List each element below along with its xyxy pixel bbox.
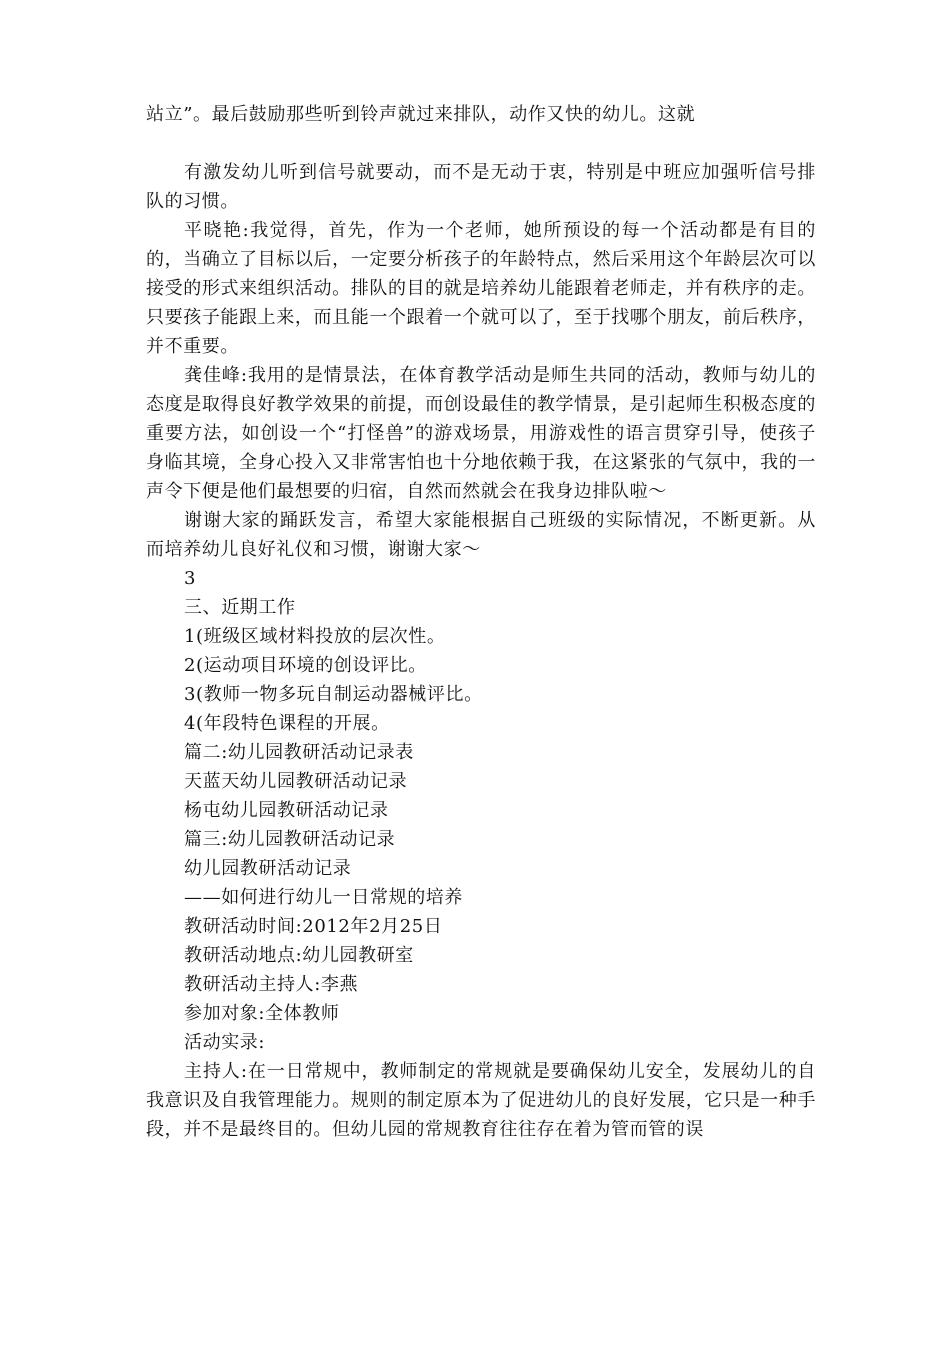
list-item: 三、近期工作: [184, 597, 296, 618]
list-item: 1(班级区域材料投放的层次性。: [184, 626, 446, 647]
list-item: ——如何进行幼儿一日常规的培养: [184, 887, 463, 908]
paragraph-signal-habit: 有激发幼儿听到信号就要动，而不是无动于衷，特别是中班应加强听信号排队的习惯。: [146, 162, 816, 212]
document-body: [146, 158, 816, 1144]
top-fragment-line: 站立”。最后鼓励那些听到铃声就过来排队，动作又快的幼儿。这就: [146, 104, 696, 125]
list-item: 3(教师一物多玩自制运动器械评比。: [184, 684, 483, 705]
paragraph-gong-jiafeng: 龚佳峰:我用的是情景法，在体育教学活动是师生共同的活动，教师与幼儿的态度是取得良好教学效果的前提，而创设最佳的教学情景，是引起师生积极态度的重要方法，如创设一个“打怪兽”的游戏场景，用游戏性的语言贯穿引导，使孩子身临其境，全身心投入又非常害怕也十分地依赖于我，在这紧张的气氛中，我的一声令下便是他们最想要的归宿，自然而然就会在我身边排队啦～: [146, 365, 816, 502]
list-item: 教研活动时间:2012年2月25日: [184, 916, 443, 937]
list-item: 篇三:幼儿园教研活动记录: [184, 829, 396, 850]
page-number: 3: [184, 568, 197, 589]
list-item: 教研活动地点:幼儿园教研室: [184, 945, 414, 966]
paragraph-ping-xiaoyan: 平晓艳:我觉得，首先，作为一个老师，她所预设的每一个活动都是有目的的，当确立了目标以后，一定要分析孩子的年龄特点，然后采用这个年龄层次可以接受的形式来组织活动。排队的目的就是培养幼儿能跟着老师走，并有秩序的走。只要孩子能跟上来，而且能一个跟着一个就可以了，至于找哪个朋友，前后秩序，并不重要。: [146, 220, 816, 357]
list-item: 活动实录:: [184, 1032, 266, 1053]
list-item: 天蓝天幼儿园教研活动记录: [184, 771, 408, 792]
list-item: 杨屯幼儿园教研活动记录: [184, 800, 389, 821]
list-item: 幼儿园教研活动记录: [184, 858, 352, 879]
paragraph-host-intro: 主持人:在一日常规中，教师制定的常规就是要确保幼儿安全，发展幼儿的自我意识及自我管理能力。规则的制定原本为了促进幼儿的良好发展，它只是一种手段，并不是最终目的。但幼儿园的常规教育往往存在着为管而管的误: [146, 1061, 816, 1140]
list-item: 篇二:幼儿园教研活动记录表: [184, 742, 414, 763]
list-item: 2(运动项目环境的创设评比。: [184, 655, 427, 676]
list-item: 4(年段特色课程的开展。: [184, 713, 390, 734]
paragraph-thanks: 谢谢大家的踊跃发言，希望大家能根据自己班级的实际情况，不断更新。从而培养幼儿良好礼仪和习惯，谢谢大家～: [146, 510, 816, 560]
list-item: 教研活动主持人:李燕: [184, 974, 359, 995]
list-item: 参加对象:全体教师: [184, 1003, 340, 1024]
